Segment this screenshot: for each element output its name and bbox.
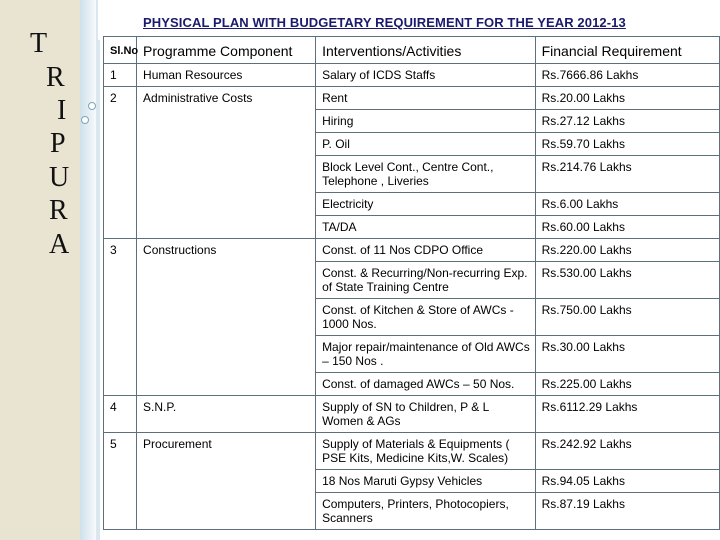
table-row — [104, 433, 720, 470]
state-letter: A — [49, 229, 70, 260]
decorative-dot-icon — [88, 102, 96, 110]
amount-cell: Rs.20.00 Lakhs — [535, 87, 719, 110]
amount-cell: Rs.242.92 Lakhs — [535, 433, 719, 470]
table-row — [104, 133, 720, 156]
component-cell — [137, 336, 316, 373]
table-row — [104, 64, 720, 87]
header-interventions: Interventions/Activities — [316, 37, 536, 64]
activity-cell: Salary of ICDS Staffs — [316, 64, 536, 87]
table-row — [104, 470, 720, 493]
sl-no-cell: 1 — [104, 64, 137, 87]
sl-no-cell — [104, 336, 137, 373]
header-sl-no: Sl.No — [104, 37, 137, 64]
activity-cell: Hiring — [316, 110, 536, 133]
table-row — [104, 262, 720, 299]
left-decorative-stripe — [80, 0, 96, 540]
activity-cell: Block Level Cont., Centre Cont., Telephone , Liveries — [316, 156, 536, 193]
activity-cell: Const. & Recurring/Non-recurring Exp. of State Training Centre — [316, 262, 536, 299]
activity-cell: TA/DA — [316, 216, 536, 239]
activity-cell: Supply of SN to Children, P & L Women & AGs — [316, 396, 536, 433]
amount-cell: Rs.27.12 Lakhs — [535, 110, 719, 133]
amount-cell: Rs.530.00 Lakhs — [535, 262, 719, 299]
table-row — [104, 493, 720, 530]
sl-no-cell — [104, 373, 137, 396]
table-row — [104, 299, 720, 336]
sl-no-cell — [104, 262, 137, 299]
sl-no-cell — [104, 156, 137, 193]
component-cell: Procurement — [137, 433, 316, 470]
component-cell: Constructions — [137, 239, 316, 262]
amount-cell: Rs.87.19 Lakhs — [535, 493, 719, 530]
table-row — [104, 156, 720, 193]
table-row — [104, 216, 720, 239]
component-cell — [137, 262, 316, 299]
state-letter: U — [49, 162, 70, 193]
amount-cell: Rs.220.00 Lakhs — [535, 239, 719, 262]
activity-cell: Rent — [316, 87, 536, 110]
header-programme-component: Programme Component — [137, 37, 316, 64]
activity-cell: Supply of Materials & Equipments ( PSE Kits, Medicine Kits,W. Scales) — [316, 433, 536, 470]
sl-no-cell: 3 — [104, 239, 137, 262]
component-cell — [137, 156, 316, 193]
activity-cell: Electricity — [316, 193, 536, 216]
table-row — [104, 110, 720, 133]
state-letter: I — [57, 95, 67, 126]
sl-no-cell — [104, 133, 137, 156]
component-cell: Human Resources — [137, 64, 316, 87]
activity-cell: P. Oil — [316, 133, 536, 156]
table-row — [104, 396, 720, 433]
activity-cell: Const. of 11 Nos CDPO Office — [316, 239, 536, 262]
sl-no-cell — [104, 470, 137, 493]
component-cell — [137, 193, 316, 216]
amount-cell: Rs.60.00 Lakhs — [535, 216, 719, 239]
component-cell — [137, 470, 316, 493]
sl-no-cell — [104, 299, 137, 336]
amount-cell: Rs.750.00 Lakhs — [535, 299, 719, 336]
table-row — [104, 87, 720, 110]
table-row — [104, 239, 720, 262]
table-header-row — [104, 37, 720, 64]
amount-cell: Rs.214.76 Lakhs — [535, 156, 719, 193]
page-title: PHYSICAL PLAN WITH BUDGETARY REQUIREMENT FOR THE YEAR 2012-13 — [143, 15, 626, 30]
component-cell: Administrative Costs — [137, 87, 316, 110]
state-letter: P — [50, 128, 66, 159]
component-cell — [137, 216, 316, 239]
activity-cell: Major repair/maintenance of Old AWCs – 150 Nos . — [316, 336, 536, 373]
component-cell — [137, 373, 316, 396]
sl-no-cell: 2 — [104, 87, 137, 110]
table-row — [104, 193, 720, 216]
amount-cell: Rs.59.70 Lakhs — [535, 133, 719, 156]
amount-cell: Rs.94.05 Lakhs — [535, 470, 719, 493]
amount-cell: Rs.225.00 Lakhs — [535, 373, 719, 396]
left-decorative-stripe-inner — [96, 0, 100, 540]
sl-no-cell — [104, 110, 137, 133]
budget-table-container — [103, 36, 720, 540]
sl-no-cell: 4 — [104, 396, 137, 433]
component-cell — [137, 299, 316, 336]
amount-cell: Rs.6112.29 Lakhs — [535, 396, 719, 433]
component-cell — [137, 493, 316, 530]
state-letter: R — [46, 62, 65, 93]
header-financial-requirement: Financial Requirement — [535, 37, 719, 64]
table-row — [104, 336, 720, 373]
budget-table — [103, 36, 720, 530]
component-cell — [137, 133, 316, 156]
activity-cell: 18 Nos Maruti Gypsy Vehicles — [316, 470, 536, 493]
sl-no-cell — [104, 193, 137, 216]
amount-cell: Rs.7666.86 Lakhs — [535, 64, 719, 87]
activity-cell: Computers, Printers, Photocopiers, Scanners — [316, 493, 536, 530]
sl-no-cell — [104, 216, 137, 239]
table-row — [104, 373, 720, 396]
decorative-dot-icon — [81, 116, 89, 124]
activity-cell: Const. of damaged AWCs – 50 Nos. — [316, 373, 536, 396]
amount-cell: Rs.30.00 Lakhs — [535, 336, 719, 373]
sl-no-cell: 5 — [104, 433, 137, 470]
state-letter: T — [30, 28, 48, 59]
component-cell: S.N.P. — [137, 396, 316, 433]
left-panel — [0, 0, 80, 540]
sl-no-cell — [104, 493, 137, 530]
amount-cell: Rs.6.00 Lakhs — [535, 193, 719, 216]
component-cell — [137, 110, 316, 133]
activity-cell: Const. of Kitchen & Store of AWCs - 1000 Nos. — [316, 299, 536, 336]
state-letter: R — [49, 195, 68, 226]
